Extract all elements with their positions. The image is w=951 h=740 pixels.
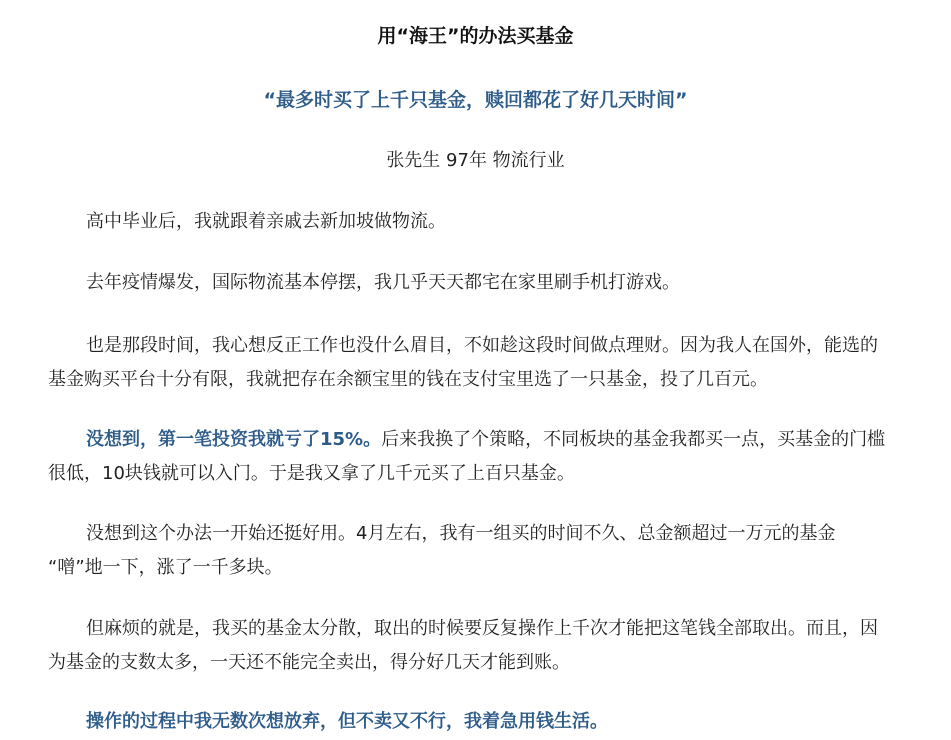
- paragraph-text: 后来我换了个策略，不同板块的基金我都买一点，买基金的门槛: [381, 429, 886, 450]
- paragraph-line: 为基金的支数太多，一天还不能完全卖出，得分好几天才能到账。: [48, 652, 570, 673]
- paragraph-line: 没想到这个办法一开始还挺好用。4月左右，我有一组买的时间不久、总金额超过一万元的基金: [86, 523, 836, 544]
- paragraph-line: [48, 423, 928, 457]
- paragraph-line: “噌”地一下，涨了一千多块。: [48, 557, 283, 578]
- paragraph-line: 但麻烦的就是，我买的基金太分散，取出的时候要反复操作上千次才能把这笔钱全部取出。而且，因: [86, 618, 878, 639]
- paragraph-5: [48, 517, 928, 585]
- paragraph-1: [48, 205, 928, 239]
- byline: 张先生 97年 物流行业: [386, 150, 565, 171]
- paragraph-line: 也是那段时间，我心想反正工作也没什么眉目，不如趁这段时间做点理财。因为我人在国外，能选的: [86, 335, 878, 356]
- paragraph-3: [48, 329, 928, 397]
- paragraph-4: [48, 423, 928, 491]
- highlight-text: 没想到，第一笔投资我就亏了15%。: [86, 429, 382, 450]
- paragraph-2: [48, 266, 928, 300]
- paragraph-7: [48, 705, 928, 739]
- paragraph-6: [48, 612, 928, 680]
- article-title: 用“海王”的办法买基金: [377, 25, 574, 47]
- paragraph-line: 去年疫情爆发，国际物流基本停摆，我几乎天天都宅在家里刷手机打游戏。: [86, 272, 680, 293]
- paragraph-line: 高中毕业后，我就跟着亲戚去新加坡做物流。: [86, 211, 446, 232]
- highlight-text: 操作的过程中我无数次想放弃，但不卖又不行，我着急用钱生活。: [86, 711, 608, 732]
- pull-quote: “最多时买了上千只基金，赎回都花了好几天时间”: [263, 89, 688, 111]
- paragraph-line: 很低，10块钱就可以入门。于是我又拿了几千元买了上百只基金。: [48, 463, 575, 484]
- paragraph-line: 基金购买平台十分有限，我就把存在余额宝里的钱在支付宝里选了一只基金，投了几百元。: [48, 369, 768, 390]
